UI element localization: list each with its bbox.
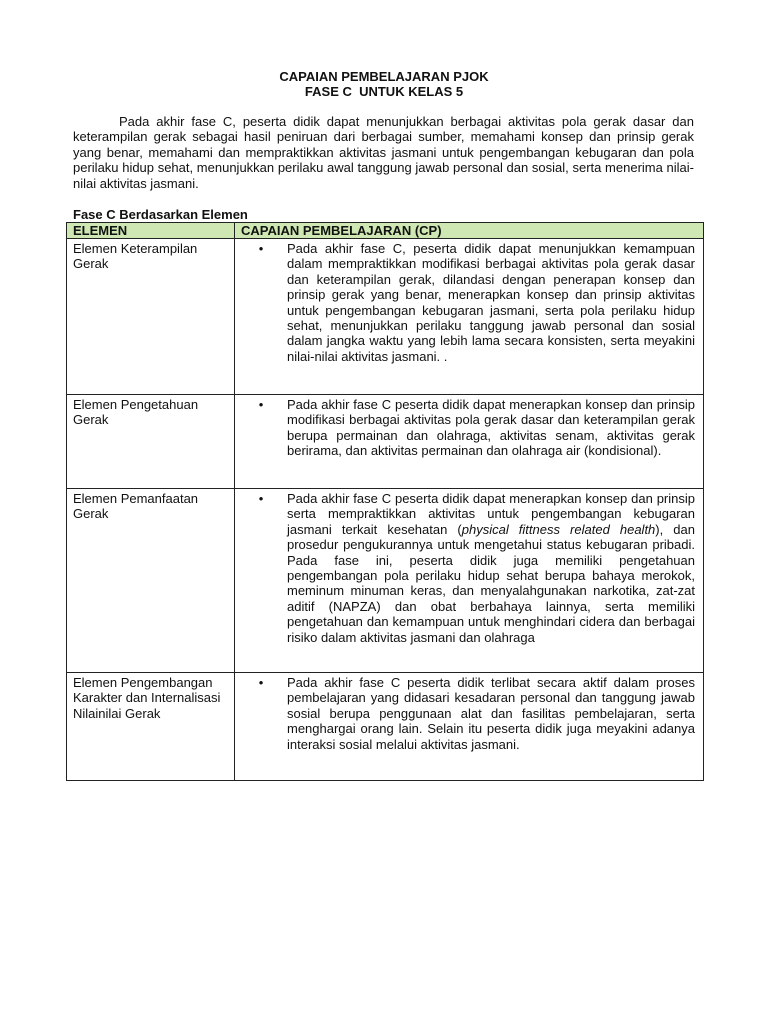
bullet-icon: • bbox=[258, 491, 264, 506]
table-header-row bbox=[67, 223, 704, 239]
bullet-icon: • bbox=[258, 241, 264, 256]
element-cell: Elemen Keterampilan Gerak bbox=[67, 239, 235, 395]
element-cell: Elemen Pengembangan Karakter dan Internalisasi Nilainilai Gerak bbox=[67, 673, 235, 781]
cp-text: Pada akhir fase C, peserta didik dapat menunjukkan kemampuan dalam mempraktikkan modifikasi berbagai aktivitas pola gerak dasar dan keterampilan gerak, dilandasi dengan penerapan konsep dan prinsip gerak yang benar, menerapkan konsep dan prinsip aktivitas untuk pengembangan kebugaran jasmani, serta pola perilaku hidup sehat, menunjukkan perilaku tanggung jawab personal dan sosial dalam jangka waktu yang lebih lama secara konsisten, serta meyakini nilai-nilai aktivitas jasmani. . bbox=[287, 241, 695, 364]
header-elemen: ELEMEN bbox=[67, 223, 235, 239]
table-row bbox=[67, 489, 704, 673]
cp-text: Pada akhir fase C peserta didik dapat menerapkan konsep dan prinsip modifikasi berbagai aktivitas pola gerak dasar dan keterampilan gerak berupa permainan dan olahraga, aktivitas senam, aktivitas gerak berirama, dan aktivitas permainan dan olahraga air (kondisional). bbox=[287, 397, 695, 459]
table-row bbox=[67, 395, 704, 489]
table-row bbox=[67, 673, 704, 781]
element-cell: Elemen Pengetahuan Gerak bbox=[67, 395, 235, 489]
cp-text-after: ), dan prosedur pengukurannya untuk mengetahui status kebugaran pribadi. Pada fase ini, peserta didik juga memiliki pengetahuan pengembangan pola perilaku hidup sehat berupa bahaya merokok, meminum minuman keras, dan menyalahgunakan narkotika, zat-zat aditif (NAPZA) dan obat berbahaya lainnya, serta memiliki pengetahuan dan kemampuan untuk menghindari cidera dan berbagai risiko dalam aktivitas jasmani dan olahraga bbox=[287, 521, 696, 645]
cp-cell bbox=[235, 395, 704, 489]
cp-cell bbox=[235, 673, 704, 781]
cp-text: Pada akhir fase C peserta didik terlibat secara aktif dalam proses pembelajaran yang didasari kesadaran personal dan tanggung jawab sosial berupa penggunaan alat dan fasilitas pembelajaran, serta menghargai orang lain. Selain itu peserta didik juga meyakini adanya interaksi sosial melalui aktivitas jasmani. bbox=[287, 675, 695, 752]
cp-text-before: Pada akhir fase C peserta didik dapat menerapkan konsep dan prinsip serta mempraktikkan aktivitas untuk pengembangan kebugaran jasmani terkait kesehatan ( bbox=[287, 491, 695, 537]
document-subtitle: FASE C UNTUK KELAS 5 bbox=[304, 84, 464, 99]
cp-cell bbox=[235, 239, 704, 395]
bullet-icon: • bbox=[258, 675, 264, 690]
cp-text-italic: physical fittness related health bbox=[461, 521, 656, 537]
intro-paragraph: Pada akhir fase C, peserta didik dapat menunjukkan berbagai aktivitas pola gerak dasar dan keterampilan gerak sebagai hasil peniruan dari berbagai sumber, memahami konsep dan prinsip gerak yang benar, memahami dan mempraktikkan aktivitas jasmani untuk pengembangan kebugaran dan pola perilaku hidup sehat, menunjukkan perilaku awal tanggung jawab personal dan sosial, serta menerima nilai-nilai aktivitas jasmani. bbox=[73, 114, 694, 191]
header-capaian: CAPAIAN PEMBELAJARAN (CP) bbox=[235, 223, 704, 239]
cp-text bbox=[287, 491, 695, 645]
section-heading: Fase C Berdasarkan Elemen bbox=[73, 207, 248, 222]
cp-cell bbox=[235, 489, 704, 673]
document-title: CAPAIAN PEMBELAJARAN PJOK bbox=[279, 69, 489, 84]
table-row bbox=[67, 239, 704, 395]
cp-table bbox=[66, 222, 704, 781]
bullet-icon: • bbox=[258, 397, 264, 412]
element-cell: Elemen Pemanfaatan Gerak bbox=[67, 489, 235, 673]
